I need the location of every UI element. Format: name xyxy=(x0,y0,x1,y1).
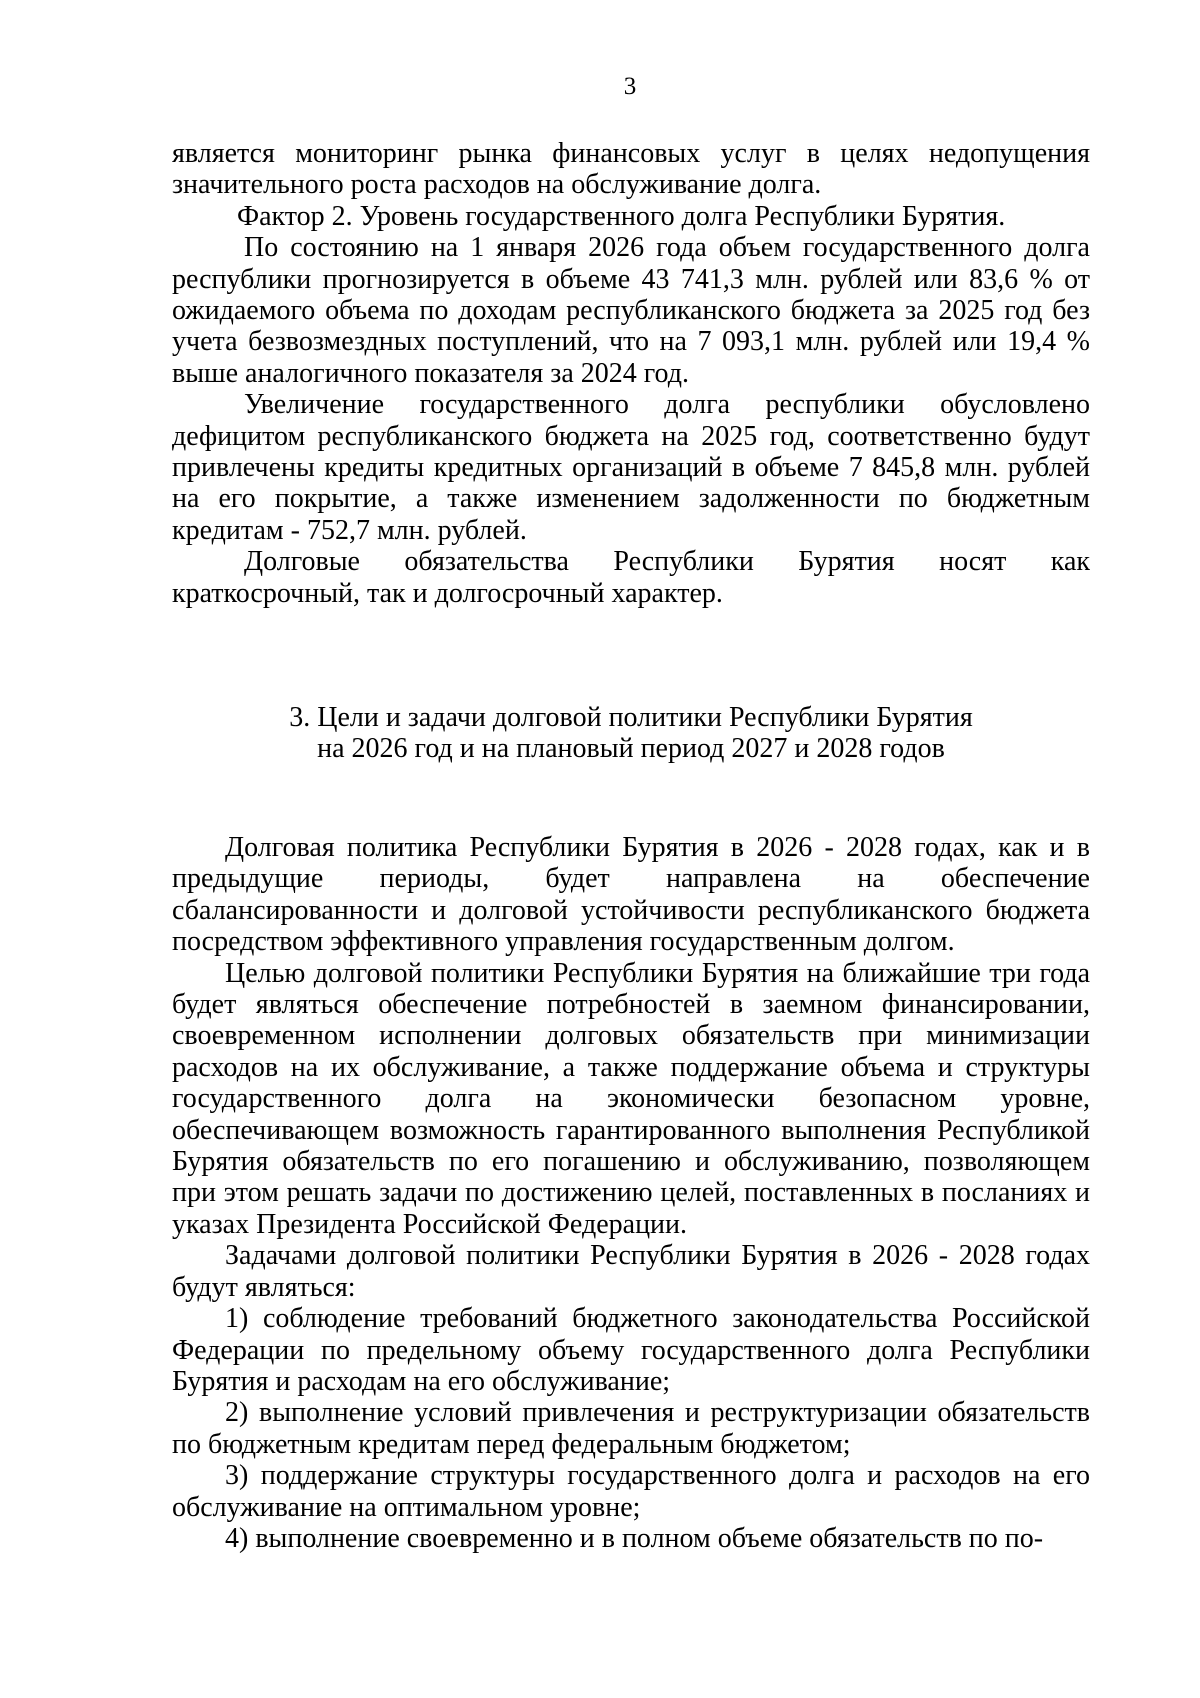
paragraph: Долговые обязательства Республики Бурятия носят как краткосрочный, так и долгосрочный характер. xyxy=(172,546,1090,609)
section-heading xyxy=(172,702,1090,765)
paragraph: является мониторинг рынка финансовых услуг в целях недопущения значительного роста расходов на обслуживание долга. xyxy=(172,138,1090,201)
list-item: 4) выполнение своевременно и в полном объеме обязательств по по- xyxy=(225,1522,1044,1554)
paragraph: Увеличение государственного долга республики обусловлено дефицитом республиканского бюджета на 2025 год, соответственно будут привлечены кредиты кредитных организаций в объеме 7 845,8 млн. рублей на его покрытие, а также изменением задолженности по бюджетным кредитам - 752,7 млн. рублей. xyxy=(172,389,1090,546)
section-heading-line: 3. Цели и задачи долговой политики Республики Бурятия xyxy=(289,702,973,733)
paragraph: Долговая политика Республики Бурятия в 2026 - 2028 годах, как и в предыдущие периоды, будет направлена на обеспечение сбалансированности и долговой устойчивости республиканского бюджета посредством эффективного управления государственным долгом. xyxy=(172,832,1090,958)
bottom-section xyxy=(172,832,1090,1554)
paragraph: По состоянию на 1 января 2026 года объем государственного долга республики прогнозируется в объеме 43 741,3 млн. рублей или 83,6 % от ожидаемого объема по доходам республиканского бюджета за 2025 год без учета безвозмездных поступлений, что на 7 093,1 млн. рублей или 19,4 % выше аналогичного показателя за 2024 год. xyxy=(172,232,1090,389)
page-number: 3 xyxy=(623,73,637,100)
paragraph: Целью долговой политики Республики Бурятия на ближайшие три года будет являться обеспечение потребностей в заемном финансировании, своевременном исполнении долговых обязательств при минимизации расходов на их обслуживание, а также поддержание объема и структуры государственного долга на экономически безопасном уровне, обеспечивающем возможность гарантированного выполнения Республикой Бурятия обязательств по его погашению и обслуживанию, позволяющем при этом решать задачи по достижению целей, поставленных в посланиях и указах Президента Российской Федерации. xyxy=(172,957,1090,1240)
section-heading-line: на 2026 год и на плановый период 2027 и 2028 годов xyxy=(317,733,945,765)
list-item: 1) соблюдение требований бюджетного законодательства Российской Федерации по предельному объему государственного долга Республики Бурятия и расходам на его обслуживание; xyxy=(172,1303,1090,1397)
paragraph: Фактор 2. Уровень государственного долга Республики Бурятия. xyxy=(237,200,1006,232)
list-item: 3) поддержание структуры государственного долга и расходов на его обслуживание на оптимальном уровне; xyxy=(172,1460,1090,1523)
list-item: 2) выполнение условий привлечения и реструктуризации обязательств по бюджетным кредитам перед федеральным бюджетом; xyxy=(172,1397,1090,1460)
paragraph: Задачами долговой политики Республики Бурятия в 2026 - 2028 годах будут являться: xyxy=(172,1240,1090,1303)
top-section xyxy=(172,138,1090,609)
